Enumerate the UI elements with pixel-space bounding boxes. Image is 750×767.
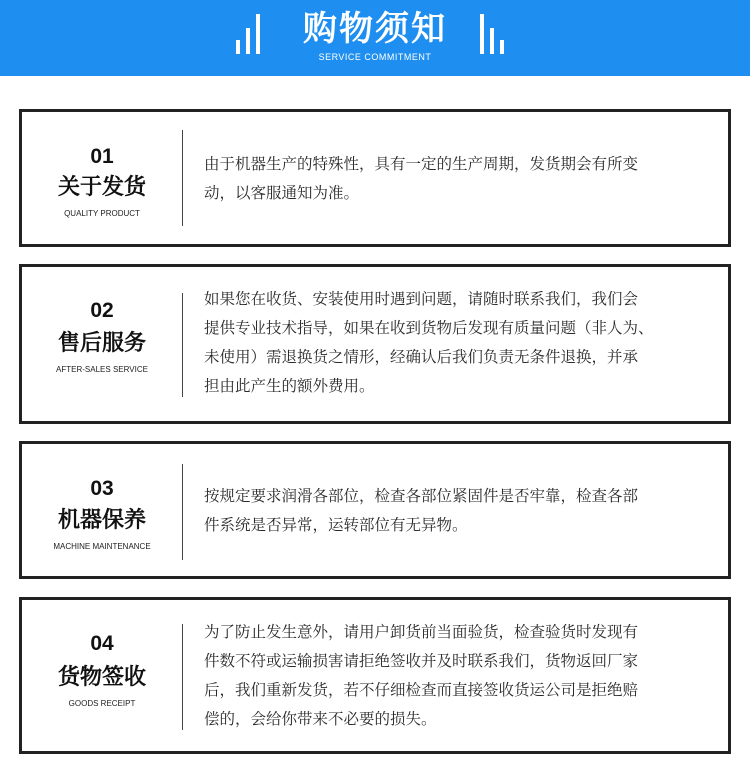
card-english-title: QUALITY PRODUCT	[64, 209, 140, 218]
info-card-after-sales	[19, 264, 731, 424]
decorative-bars-icon	[480, 14, 510, 54]
card-line: 如果您在收货、安装使用时遇到问题，请随时联系我们，我们会	[204, 290, 639, 308]
card-title: 售后服务	[57, 331, 146, 356]
card-english-title: MACHINE MAINTENANCE	[53, 542, 151, 551]
card-divider	[182, 624, 183, 730]
card-heading	[22, 112, 182, 244]
card-divider	[182, 130, 183, 226]
page-title: 购物须知	[303, 9, 447, 49]
card-line: 件系统是否异常，运转部位有无异物。	[204, 516, 468, 534]
card-line: 由于机器生产的特殊性，具有一定的生产周期，发货期会有所变	[204, 155, 639, 173]
card-body	[204, 618, 716, 734]
info-card-goods-receipt	[19, 597, 731, 754]
card-line: 按规定要求润滑各部位，检查各部位紧固件是否牢靠，检查各部	[204, 487, 639, 505]
card-divider	[182, 293, 183, 397]
card-body	[204, 482, 716, 540]
info-card-shipping	[19, 109, 731, 247]
card-line: 后，我们重新发货，若不仔细检查而直接签收货运公司是拒绝赔	[204, 681, 639, 699]
card-line: 动，以客服通知为准。	[204, 184, 360, 202]
card-line: 件数不符或运输损害请拒绝签收并及时联系我们，货物返回厂家	[204, 652, 639, 670]
card-number: 02	[90, 299, 114, 322]
card-title: 机器保养	[57, 508, 146, 533]
card-line: 提供专业技术指导，如果在收到货物后发现有质量问题（非人为、	[204, 319, 654, 337]
card-body	[204, 285, 716, 401]
info-card-maintenance	[19, 441, 731, 579]
card-number: 01	[90, 145, 114, 168]
header-banner	[0, 0, 750, 76]
card-number: 03	[90, 477, 114, 500]
card-english-title: GOODS RECEIPT	[68, 699, 136, 708]
card-divider	[182, 464, 183, 560]
card-line: 担由此产生的额外费用。	[204, 377, 375, 395]
card-line: 未使用）需退换货之情形，经确认后我们负责无条件退换，并承	[204, 348, 639, 366]
page-subtitle: SERVICE COMMITMENT	[318, 52, 432, 62]
card-body	[204, 150, 716, 208]
card-title: 关于发货	[57, 175, 146, 200]
card-line: 偿的，会给你带来不必要的损失。	[204, 710, 437, 728]
card-english-title: AFTER-SALES SERVICE	[56, 365, 148, 374]
card-heading	[22, 444, 182, 576]
card-title: 货物签收	[57, 665, 146, 690]
card-heading	[22, 267, 182, 421]
card-line: 为了防止发生意外，请用户卸货前当面验货，检查验货时发现有	[204, 623, 639, 641]
card-heading	[22, 600, 182, 751]
card-number: 04	[90, 632, 114, 655]
